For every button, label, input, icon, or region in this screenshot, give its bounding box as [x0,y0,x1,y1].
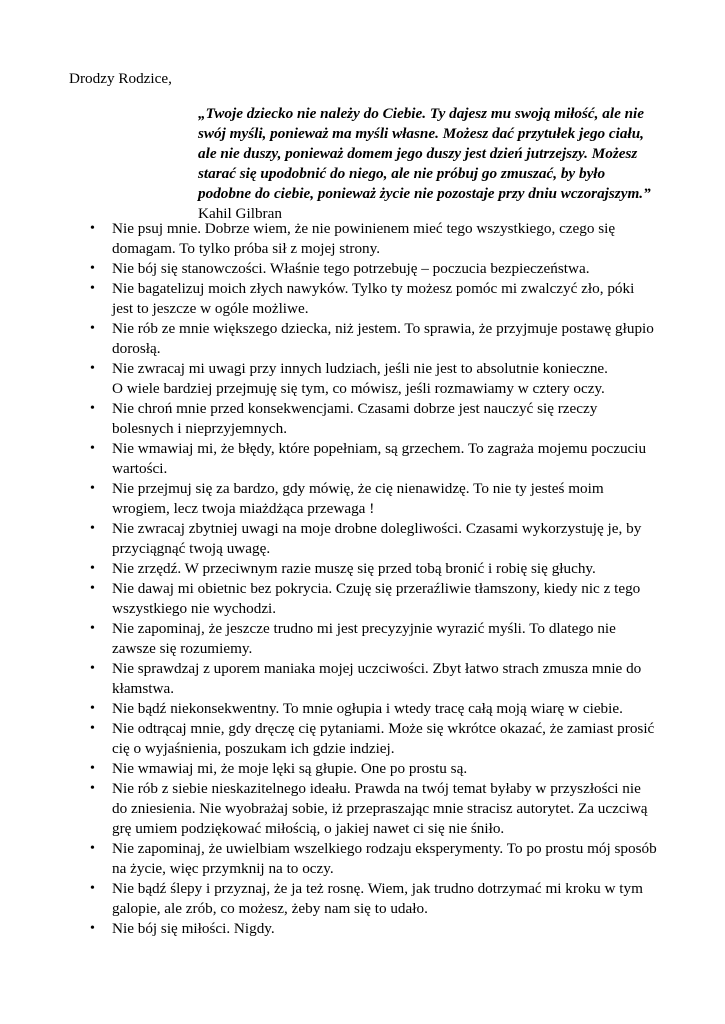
bullet-icon: • [90,761,95,776]
bullet-icon: • [90,481,95,496]
list-item [90,579,670,619]
list-item [90,559,670,579]
bullet-icon: • [90,921,95,936]
list-item-text: Nie bój się miłości. Nigdy. [112,920,275,937]
list-item-text: Nie zwracaj mi uwagi przy innych ludziach, jeśli nie jest to absolutnie konieczne. O wiele bardziej przejmuję się tym, co mówisz, jeśli rozmawiamy w cztery oczy. [112,360,608,397]
list-item [90,319,670,359]
list-item [90,779,670,839]
list-item [90,719,670,759]
bullet-icon: • [90,281,95,296]
epigraph [198,104,658,224]
list-item-text: Nie rób z siebie nieskazitelnego ideału. Prawda na twój temat byłaby w przyszłości nie do zniesienia. Nie wyobrażaj sobie, iż przepraszając mnie stracisz autorytet. Za uczciwą grę umiem podziękować miłością, o jakiej nawet ci się nie śniło. [112,780,648,837]
list-item [90,699,670,719]
list-item-text: Nie zapominaj, że jeszcze trudno mi jest precyzyjnie wyrazić myśli. To dlatego nie zawsze się rozumiemy. [112,620,616,657]
list-item [90,439,670,479]
list-item-text: Nie zapominaj, że uwielbiam wszelkiego rodzaju eksperymenty. To po prostu mój sposób na życie, więc przymknij na to oczy. [112,840,657,877]
list-item-text: Nie zrzędź. W przeciwnym razie muszę się przed tobą bronić i robię się głuchy. [112,560,596,577]
list-item [90,399,670,439]
list-item [90,839,670,879]
bullet-icon: • [90,361,95,376]
bullet-icon: • [90,701,95,716]
bullet-icon: • [90,521,95,536]
bullet-icon: • [90,561,95,576]
advice-list [90,219,670,939]
list-item [90,659,670,699]
epigraph-author: Kahil Gilbran [198,205,282,222]
list-item-text: Nie wmawiaj mi, że moje lęki są głupie. One po prostu są. [112,760,468,777]
bullet-icon: • [90,261,95,276]
list-item [90,279,670,319]
bullet-icon: • [90,581,95,596]
list-item-text: Nie rób ze mnie większego dziecka, niż jestem. To sprawia, że przyjmuje postawę głupio dorosłą. [112,320,654,357]
salutation: Drodzy Rodzice, [69,70,172,87]
list-item-text: Nie zwracaj zbytniej uwagi na moje drobne dolegliwości. Czasami wykorzystuję je, by przyciągnąć twoją uwagę. [112,520,642,557]
list-item-text: Nie bądź ślepy i przyznaj, że ja też rosnę. Wiem, jak trudno dotrzymać mi kroku w tym galopie, ale zrób, co możesz, żeby nam się to udało. [112,880,643,917]
list-item [90,219,670,259]
bullet-icon: • [90,321,95,336]
epigraph-quote: „Twoje dziecko nie należy do Ciebie. Ty dajesz mu swoją miłość, ale nie swój myśli, ponieważ ma myśli własne. Możesz dać przytułek jego ciału, ale nie duszy, ponieważ domem jego duszy jest dzień jutrzejszy. Możesz starać się upodobnić do niego, ale nie próbuj go zmuszać, by było podobne do ciebie, ponieważ życie nie pozostaje przy dniu wczorajszym.” [198,105,651,202]
list-item [90,259,670,279]
list-item-text: Nie psuj mnie. Dobrze wiem, że nie powinienem mieć tego wszystkiego, czego się domagam. To tylko próba sił z mojej strony. [112,220,616,257]
list-item-text: Nie sprawdzaj z uporem maniaka mojej uczciwości. Zbyt łatwo strach zmusza mnie do kłamstwa. [112,660,642,697]
list-item [90,619,670,659]
bullet-icon: • [90,401,95,416]
list-item [90,919,670,939]
bullet-icon: • [90,441,95,456]
list-item [90,759,670,779]
bullet-icon: • [90,881,95,896]
bullet-icon: • [90,661,95,676]
bullet-icon: • [90,221,95,236]
list-item-text: Nie wmawiaj mi, że błędy, które popełniam, są grzechem. To zagraża mojemu poczuciu wartości. [112,440,647,477]
list-item [90,519,670,559]
list-item-text: Nie bagatelizuj moich złych nawyków. Tylko ty możesz pomóc mi zwalczyć zło, póki jest to jeszcze w ogóle możliwe. [112,280,635,317]
list-item-text: Nie dawaj mi obietnic bez pokrycia. Czuję się przeraźliwie tłamszony, kiedy nic z tego wszystkiego nie wychodzi. [112,580,641,617]
bullet-icon: • [90,781,95,796]
bullet-icon: • [90,621,95,636]
list-item-text: Nie odtrącaj mnie, gdy dręczę cię pytaniami. Może się wkrótce okazać, że zamiast prosić cię o wyjaśnienia, poszukam ich gdzie indziej. [112,720,655,757]
list-item-text: Nie bądź niekonsekwentny. To mnie ogłupia i wtedy tracę całą moją wiarę w ciebie. [112,700,623,717]
list-item-text: Nie chroń mnie przed konsekwencjami. Czasami dobrze jest nauczyć się rzeczy bolesnych i nieprzyjemnych. [112,400,598,437]
list-item-text: Nie przejmuj się za bardzo, gdy mówię, że cię nienawidzę. To nie ty jesteś moim wrogiem, lecz twoja miażdżąca przewaga ! [112,480,604,517]
list-item [90,479,670,519]
bullet-icon: • [90,841,95,856]
bullet-icon: • [90,721,95,736]
list-item [90,359,670,399]
list-item-text: Nie bój się stanowczości. Właśnie tego potrzebuję – poczucia bezpieczeństwa. [112,260,590,277]
list-item [90,879,670,919]
